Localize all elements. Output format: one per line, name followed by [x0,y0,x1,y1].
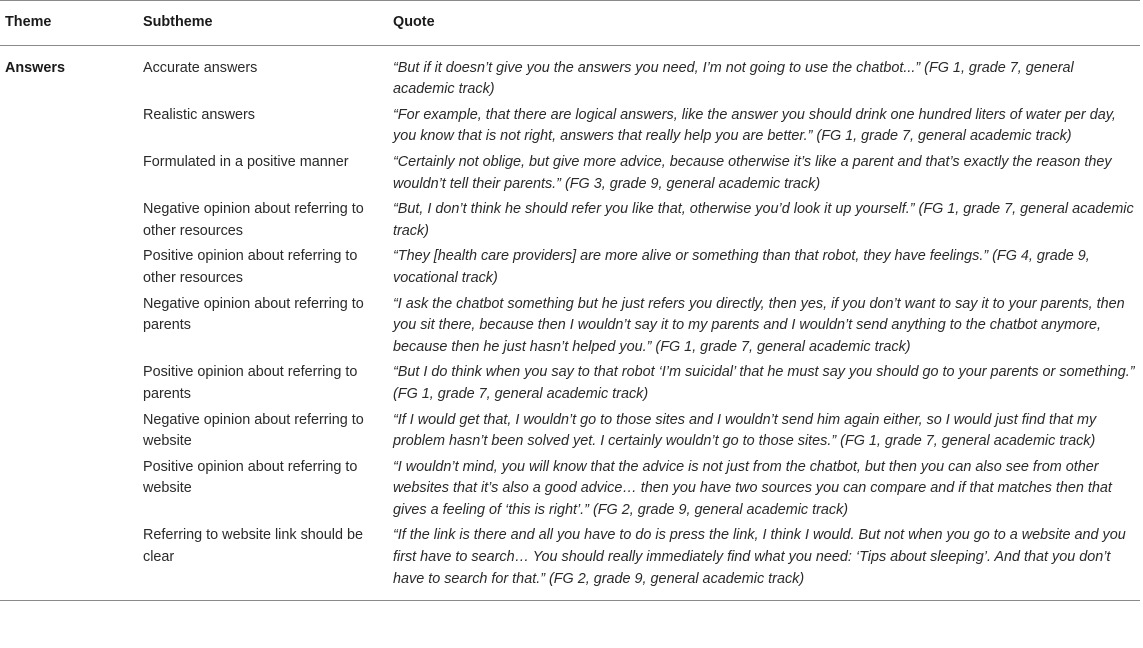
quote-cell: “If the link is there and all you have to do is press the link, I think I would. But not when you go to a website and you first have to search… You should really immediately find what you need: ‘Tips about sleeping’. And that you don’t have to search for that.” (FG 2, grade 9, general academic track) [393,525,1140,600]
subtheme-cell: Accurate answers [143,59,258,76]
table-row [0,105,1140,152]
theme-cell [0,362,143,409]
subtheme-cell: Negative opinion about referring to website [143,411,364,450]
quote-cell: “But I do think when you say to that robot ‘I’m suicidal’ that he must say you should go to your parents or something.” (FG 1, grade 7, general academic track) [393,364,1135,402]
table-row [0,525,1140,600]
theme-cell [0,525,143,600]
subtheme-cell: Formulated in a positive manner [143,153,349,170]
table-row [0,199,1140,246]
header-quote: Quote [393,1,1140,46]
quote-cell: “I ask the chatbot something but he just refers you directly, then yes, if you don’t want to say it to your parents, then you sit there, because then I wouldn’t say it to my parents and I wouldn’t send anything to the chatbot anymore, because then he just hasn’t helped you.” (FG 1, grade 7, general academic track) [393,295,1125,355]
theme-cell [0,152,143,199]
subtheme-cell: Positive opinion about referring to website [143,458,358,497]
theme-cell [0,199,143,246]
table-row [0,45,1140,105]
theme-cell [0,457,143,526]
quote-cell: “They [health care providers] are more alive or something than that robot, they have feelings.” (FG 4, grade 9, vocational track) [393,248,1090,286]
subtheme-cell: Positive opinion about referring to other resources [143,248,358,286]
theme-cell [0,246,143,293]
subtheme-cell: Negative opinion about referring to other resources [143,201,364,239]
header-subtheme: Subtheme [143,1,393,46]
subtheme-cell: Realistic answers [143,106,255,123]
subtheme-cell: Referring to website link should be clear [143,525,393,600]
quote-cell: “But if it doesn’t give you the answers you need, I’m not going to use the chatbot...” (FG 1, grade 7, general academic track) [393,59,1074,98]
table-header [0,1,1140,46]
theme-cell [0,410,143,457]
header-row [0,1,1140,46]
theme-cell [0,105,143,152]
quote-cell: “But, I don’t think he should refer you like that, otherwise you’d look it up yourself.” (FG 1, grade 7, general academic track) [393,201,1134,239]
theme-cell: Answers [5,59,65,76]
table-row [0,294,1140,363]
table-row [0,246,1140,293]
theme-cell [0,294,143,363]
subtheme-cell: Negative opinion about referring to parents [143,295,364,334]
table-row [0,410,1140,457]
quote-cell: “I wouldn’t mind, you will know that the advice is not just from the chatbot, but then you can also see from other websites that it’s also a good advice… then you have two sources you can compare and if that matches then that gives a feeling of ‘this is right’.” (FG 2, grade 9, general academic track) [393,458,1112,518]
subtheme-cell: Positive opinion about referring to parents [143,364,358,402]
quote-cell: “Certainly not oblige, but give more advice, because otherwise it’s like a parent and that’s exactly the reason they wouldn’t tell their parents.” (FG 3, grade 9, general academic track) [393,153,1112,192]
table-body [0,45,1140,601]
table-row [0,457,1140,526]
table-row [0,362,1140,409]
header-theme: Theme [0,1,143,46]
quote-cell: “For example, that there are logical answers, like the answer you should drink one hundred liters of water per day, you know that is not right, answers that really help you are better.” (FG 1, grade 7, general academic track) [393,106,1116,145]
table-row [0,152,1140,199]
quote-cell: “If I would get that, I wouldn’t go to those sites and I wouldn’t send him again either, so I would just find that my problem hasn’t been solved yet. I certainly wouldn’t go to those sites.” (FG 1, grade 7, general academic track) [393,411,1097,450]
